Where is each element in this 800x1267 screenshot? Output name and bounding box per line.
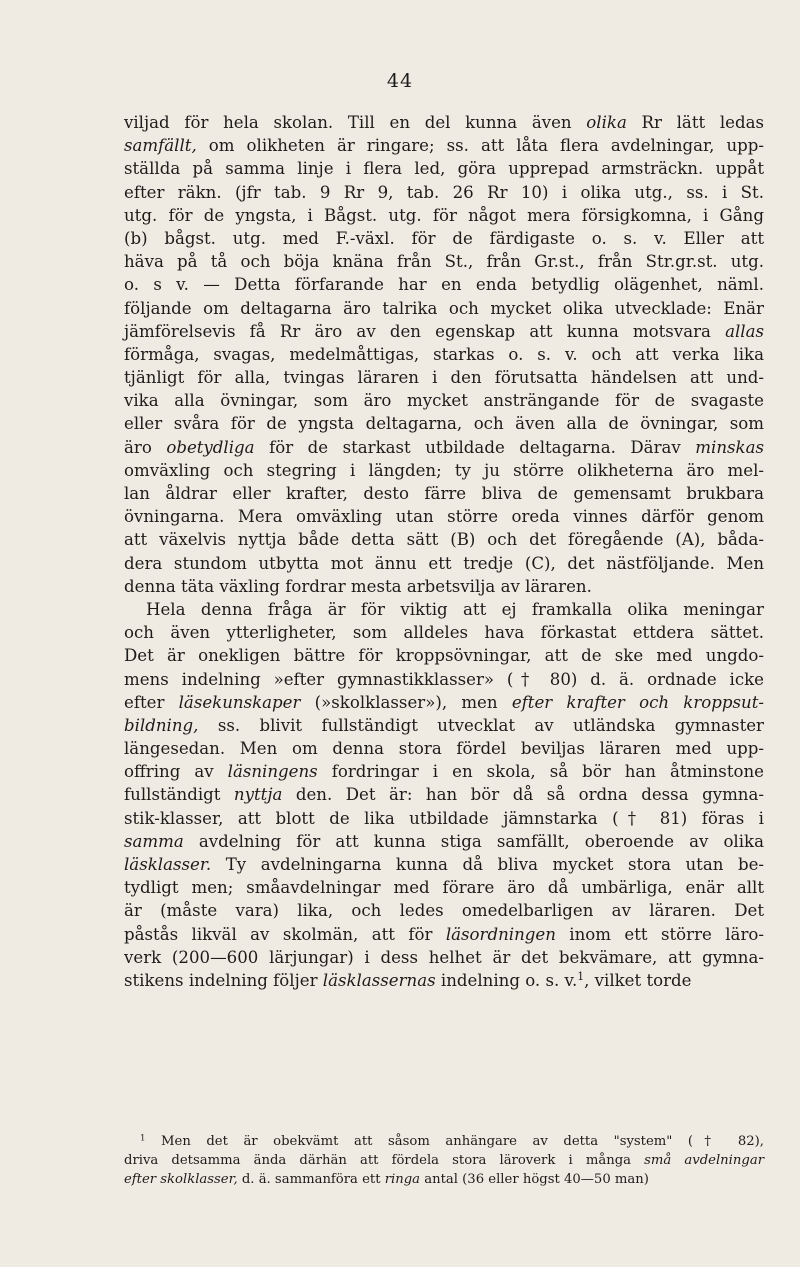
text-line: samma avdelning för att kunna stiga samfällt, oberoende av olika xyxy=(124,831,764,851)
text-line: efter läsekunskaper (»skolklasser»), men efter krafter och kroppsut- xyxy=(124,692,764,712)
text-line: dera stundom utbytta mot ännu ett tredje (C), det nästföljande. Men xyxy=(124,553,764,573)
text-line: offring av läsningens fordringar i en skola, så bör han åtminstone xyxy=(124,762,764,782)
text-line: tydligt men; småavdelningar med förare äro då umbärliga, enär allt xyxy=(124,878,764,898)
text-line: verk (200—600 lärjungar) i dess helhet är det bekvämare, att gymna- xyxy=(124,947,764,967)
text-line: påstås likväl av skolmän, att för läsordningen inom ett större läro- xyxy=(124,924,764,944)
footnote-line: driva detsamma ända därhän att fördela stora läroverk i många små avdelningar xyxy=(124,1153,764,1168)
text-line: o. s v. — Detta förfarande har en enda betydlig olägenhet, näml. xyxy=(124,275,764,295)
text-line: samfällt, om olikheten är ringare; ss. att låta flera avdelningar, upp- xyxy=(124,136,764,156)
text-line: eller svåra för de yngsta deltagarna, och även alla de övningar, som xyxy=(124,414,764,434)
text-line: tjänligt för alla, tvingas läraren i den förutsatta händelsen att und- xyxy=(124,368,764,388)
text-line: Hela denna fråga är för viktig att ej framkalla olika meningar xyxy=(146,599,764,619)
text-line: efter räkn. (jfr tab. 9 Rr 9, tab. 26 Rr 10) i olika utg., ss. i St. xyxy=(124,182,764,202)
text-line: Det är onekligen bättre för kroppsövningar, att de ske med ungdo- xyxy=(124,646,764,666)
text-line: längesedan. Men om denna stora fördel beviljas läraren med upp- xyxy=(124,739,764,759)
text-line: omväxling och stegring i längden; ty ju större olikheterna äro mel- xyxy=(124,460,764,480)
text-line: lan åldrar eller krafter, desto färre bliva de gemensamt brukbara xyxy=(124,484,764,503)
body-text xyxy=(124,111,764,992)
text-line: denna täta växling fordrar mesta arbetsvilja av läraren. xyxy=(124,576,592,596)
text-line: förmåga, svagas, medelmåttigas, starkas o. s. v. och att verka lika xyxy=(124,344,764,364)
text-line: att växelvis nyttja både detta sätt (B) och det föregående (A), båda- xyxy=(124,530,764,550)
text-line: är (måste vara) lika, och ledes omedelbarligen av läraren. Det xyxy=(124,901,764,921)
footnotes xyxy=(124,1132,764,1189)
text-line: stik-klasser, att blott de lika utbildade jämnstarka († 81) föras i xyxy=(124,808,764,828)
text-line: och även ytterligheter, som alldeles hava förkastat ettdera sättet. xyxy=(124,623,764,643)
text-line: bildning, ss. blivit fullständigt utvecklat av utländska gymnaster xyxy=(124,715,764,735)
text-line: fullständigt nyttja den. Det är: han bör då så ordna dessa gymna- xyxy=(124,785,764,805)
text-line: följande om deltagarna äro talrika och mycket olika utvecklade: Enär xyxy=(124,298,764,318)
text-line: stikens indelning följer läsklassernas indelning o. s. v.$^1$, vilket torde xyxy=(124,970,692,990)
text-line: mens indelning »efter gymnastikklasser» († 80) d. ä. ordnade icke xyxy=(124,669,764,689)
text-line: jämförelsevis få Rr äro av den egenskap att kunna motsvara allas xyxy=(124,321,764,341)
text-line: (b) bågst. utg. med F.-växl. för de färdigaste o. s. v. Eller att xyxy=(124,228,764,248)
text-line: vika alla övningar, som äro mycket ansträngande för de svagaste xyxy=(124,391,764,411)
text-line: viljad för hela skolan. Till en del kunna även olika Rr lätt ledas xyxy=(124,113,764,132)
text-line: utg. för de yngsta, i Bågst. utg. för något mera försigkomna, i Gång xyxy=(124,205,764,225)
footnote-line: $^1$ Men det är obekvämt att såsom anhängare av detta "system" († 82), xyxy=(140,1133,764,1149)
text-line: ställda på samma linje i flera led, göra upprepad armsträckn. uppåt xyxy=(124,159,764,179)
text-line: läsklasser. Ty avdelningarna kunna då bliva mycket stora utan be- xyxy=(124,855,764,874)
footnote-line: efter skolklasser, d. ä. sammanföra ett ringa antal (36 eller högst 40—50 man) xyxy=(124,1172,649,1187)
page-number: 44 xyxy=(386,70,414,92)
text-line: övningarna. Mera omväxling utan större oreda vinnes därför genom xyxy=(124,507,764,527)
text-line: häva på tå och böja knäna från St., från Gr.st., från Str.gr.st. utg. xyxy=(124,252,764,272)
text-line: äro obetydliga för de starkast utbildade deltagarna. Därav minskas xyxy=(124,437,764,457)
